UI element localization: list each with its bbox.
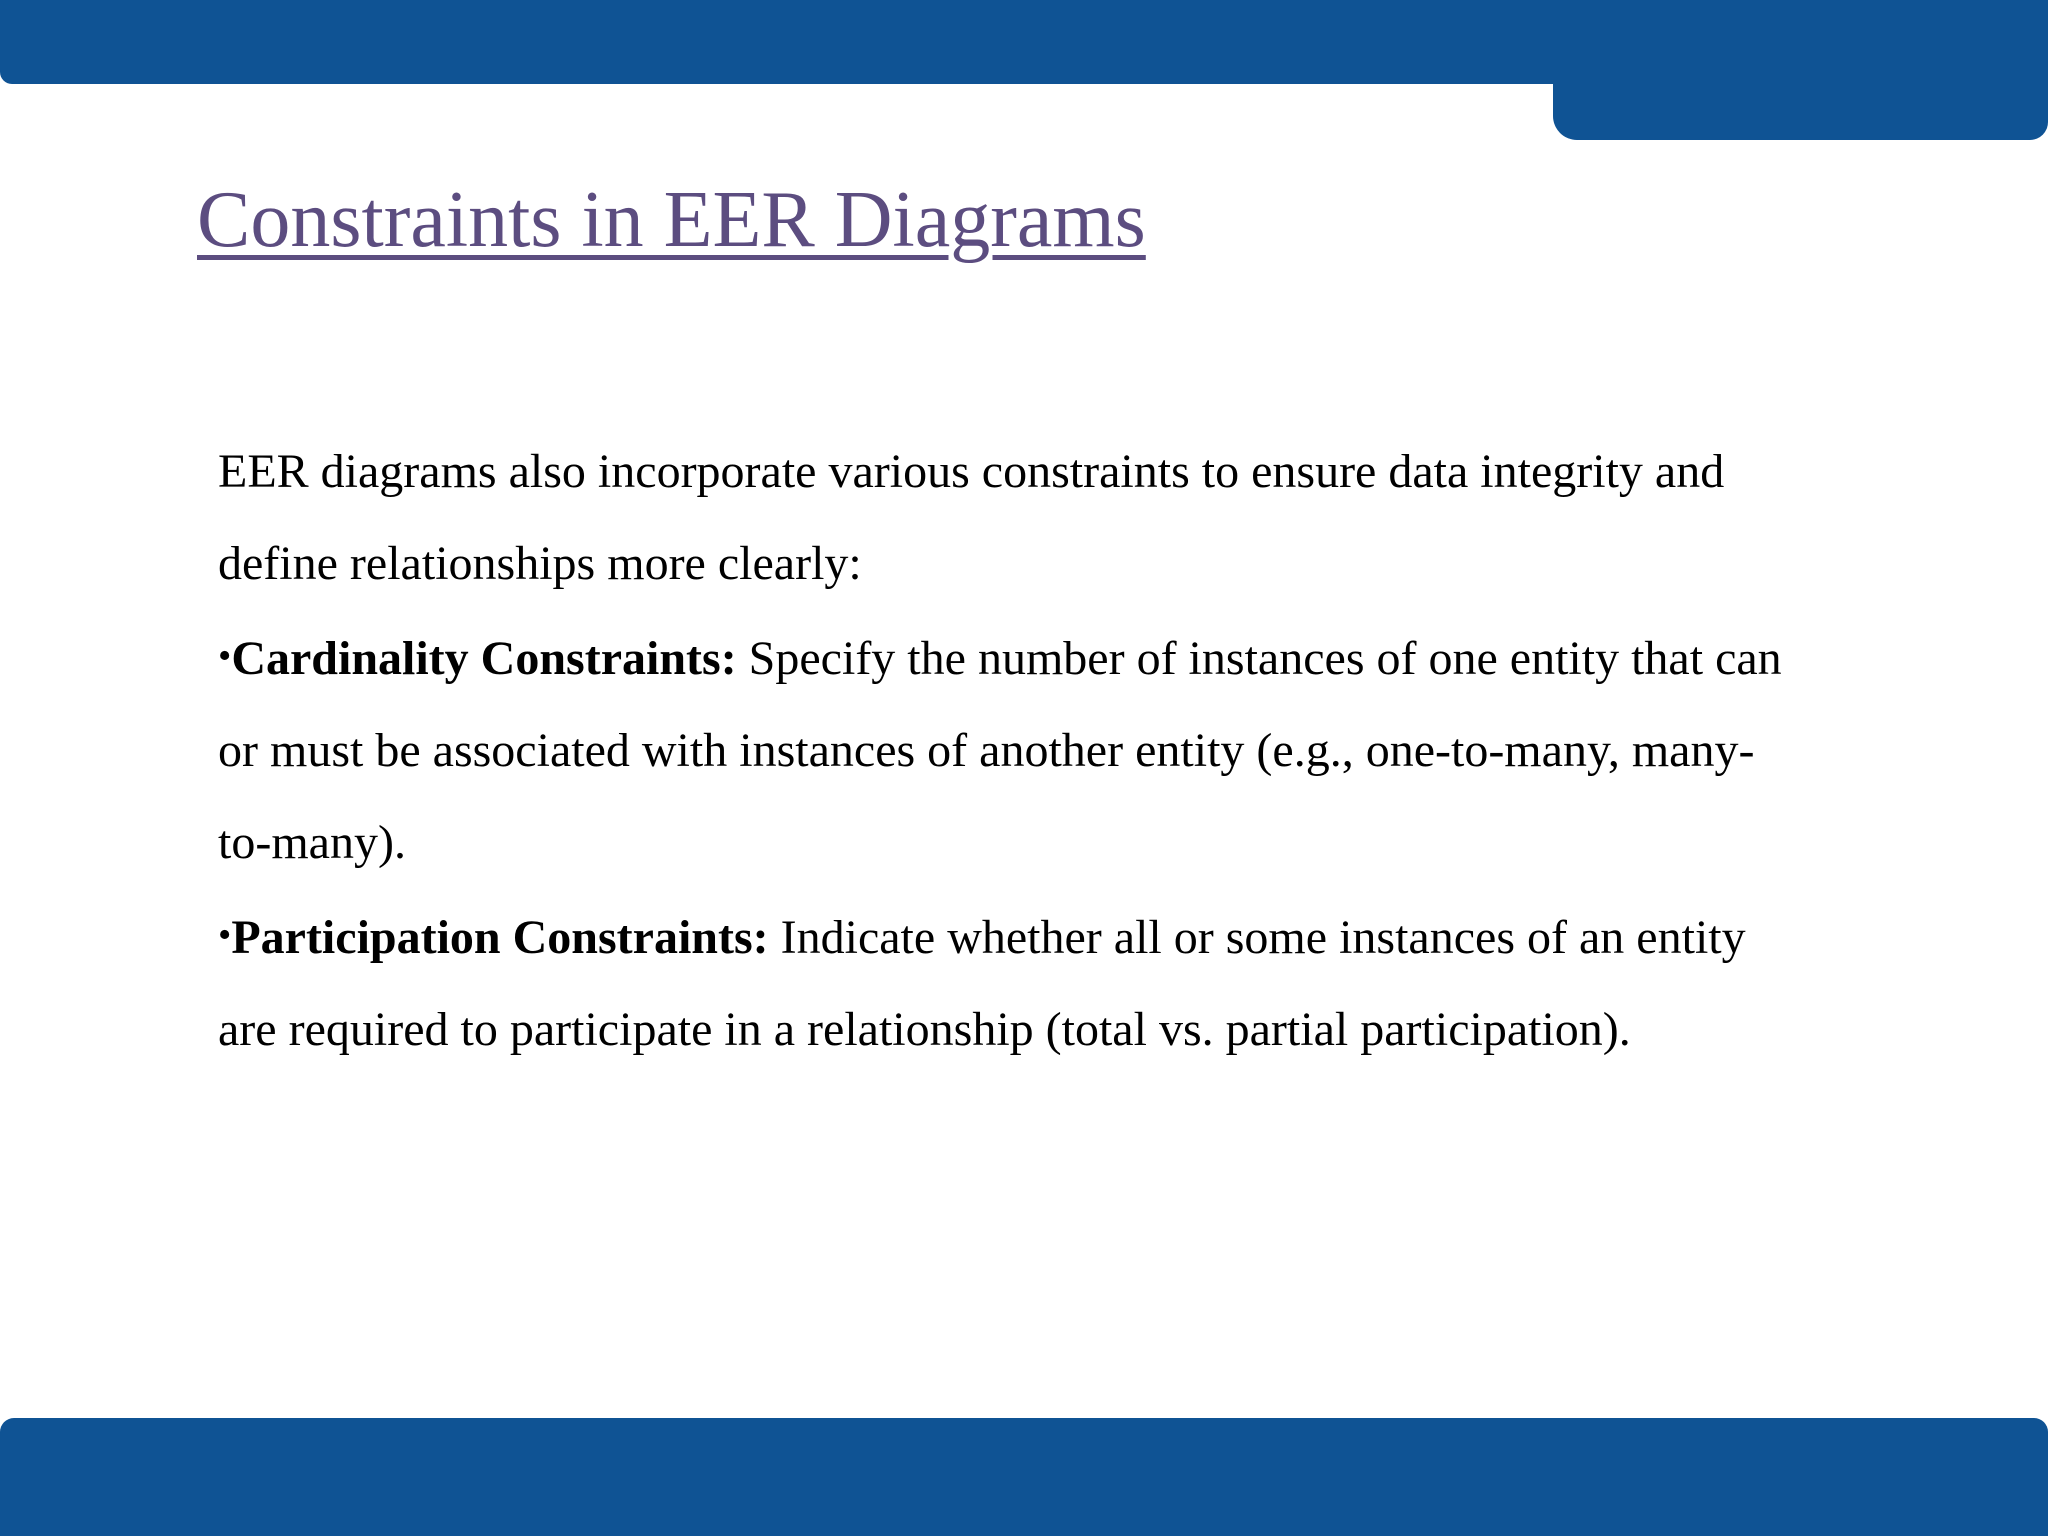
bullet-icon: • xyxy=(218,635,232,677)
bullet-item-participation xyxy=(218,889,1798,1076)
bullet-text-participation: Indicate whether all or some instances of an entity are required to participate in a relationship (total vs. partial participation). xyxy=(218,911,1746,1056)
intro-paragraph: EER diagrams also incorporate various constraints to ensure data integrity and define relationships more clearly: xyxy=(218,445,1725,590)
bullet-icon: • xyxy=(218,914,232,956)
bullet-item-cardinality xyxy=(218,610,1798,889)
slide-title: Constraints in EER Diagrams xyxy=(197,176,1146,264)
slide-body xyxy=(218,426,1798,1076)
bottom-banner-bar xyxy=(0,1418,2048,1536)
bullet-term-cardinality: Cardinality Constraints: xyxy=(231,632,737,685)
bullet-term-participation: Participation Constraints: xyxy=(231,911,769,964)
top-right-tab-decoration xyxy=(1553,0,2048,140)
bullet-text-cardinality: Specify the number of instances of one entity that can or must be associated with instances of another entity (e.g., one-to-many, many-to-many). xyxy=(218,632,1782,869)
